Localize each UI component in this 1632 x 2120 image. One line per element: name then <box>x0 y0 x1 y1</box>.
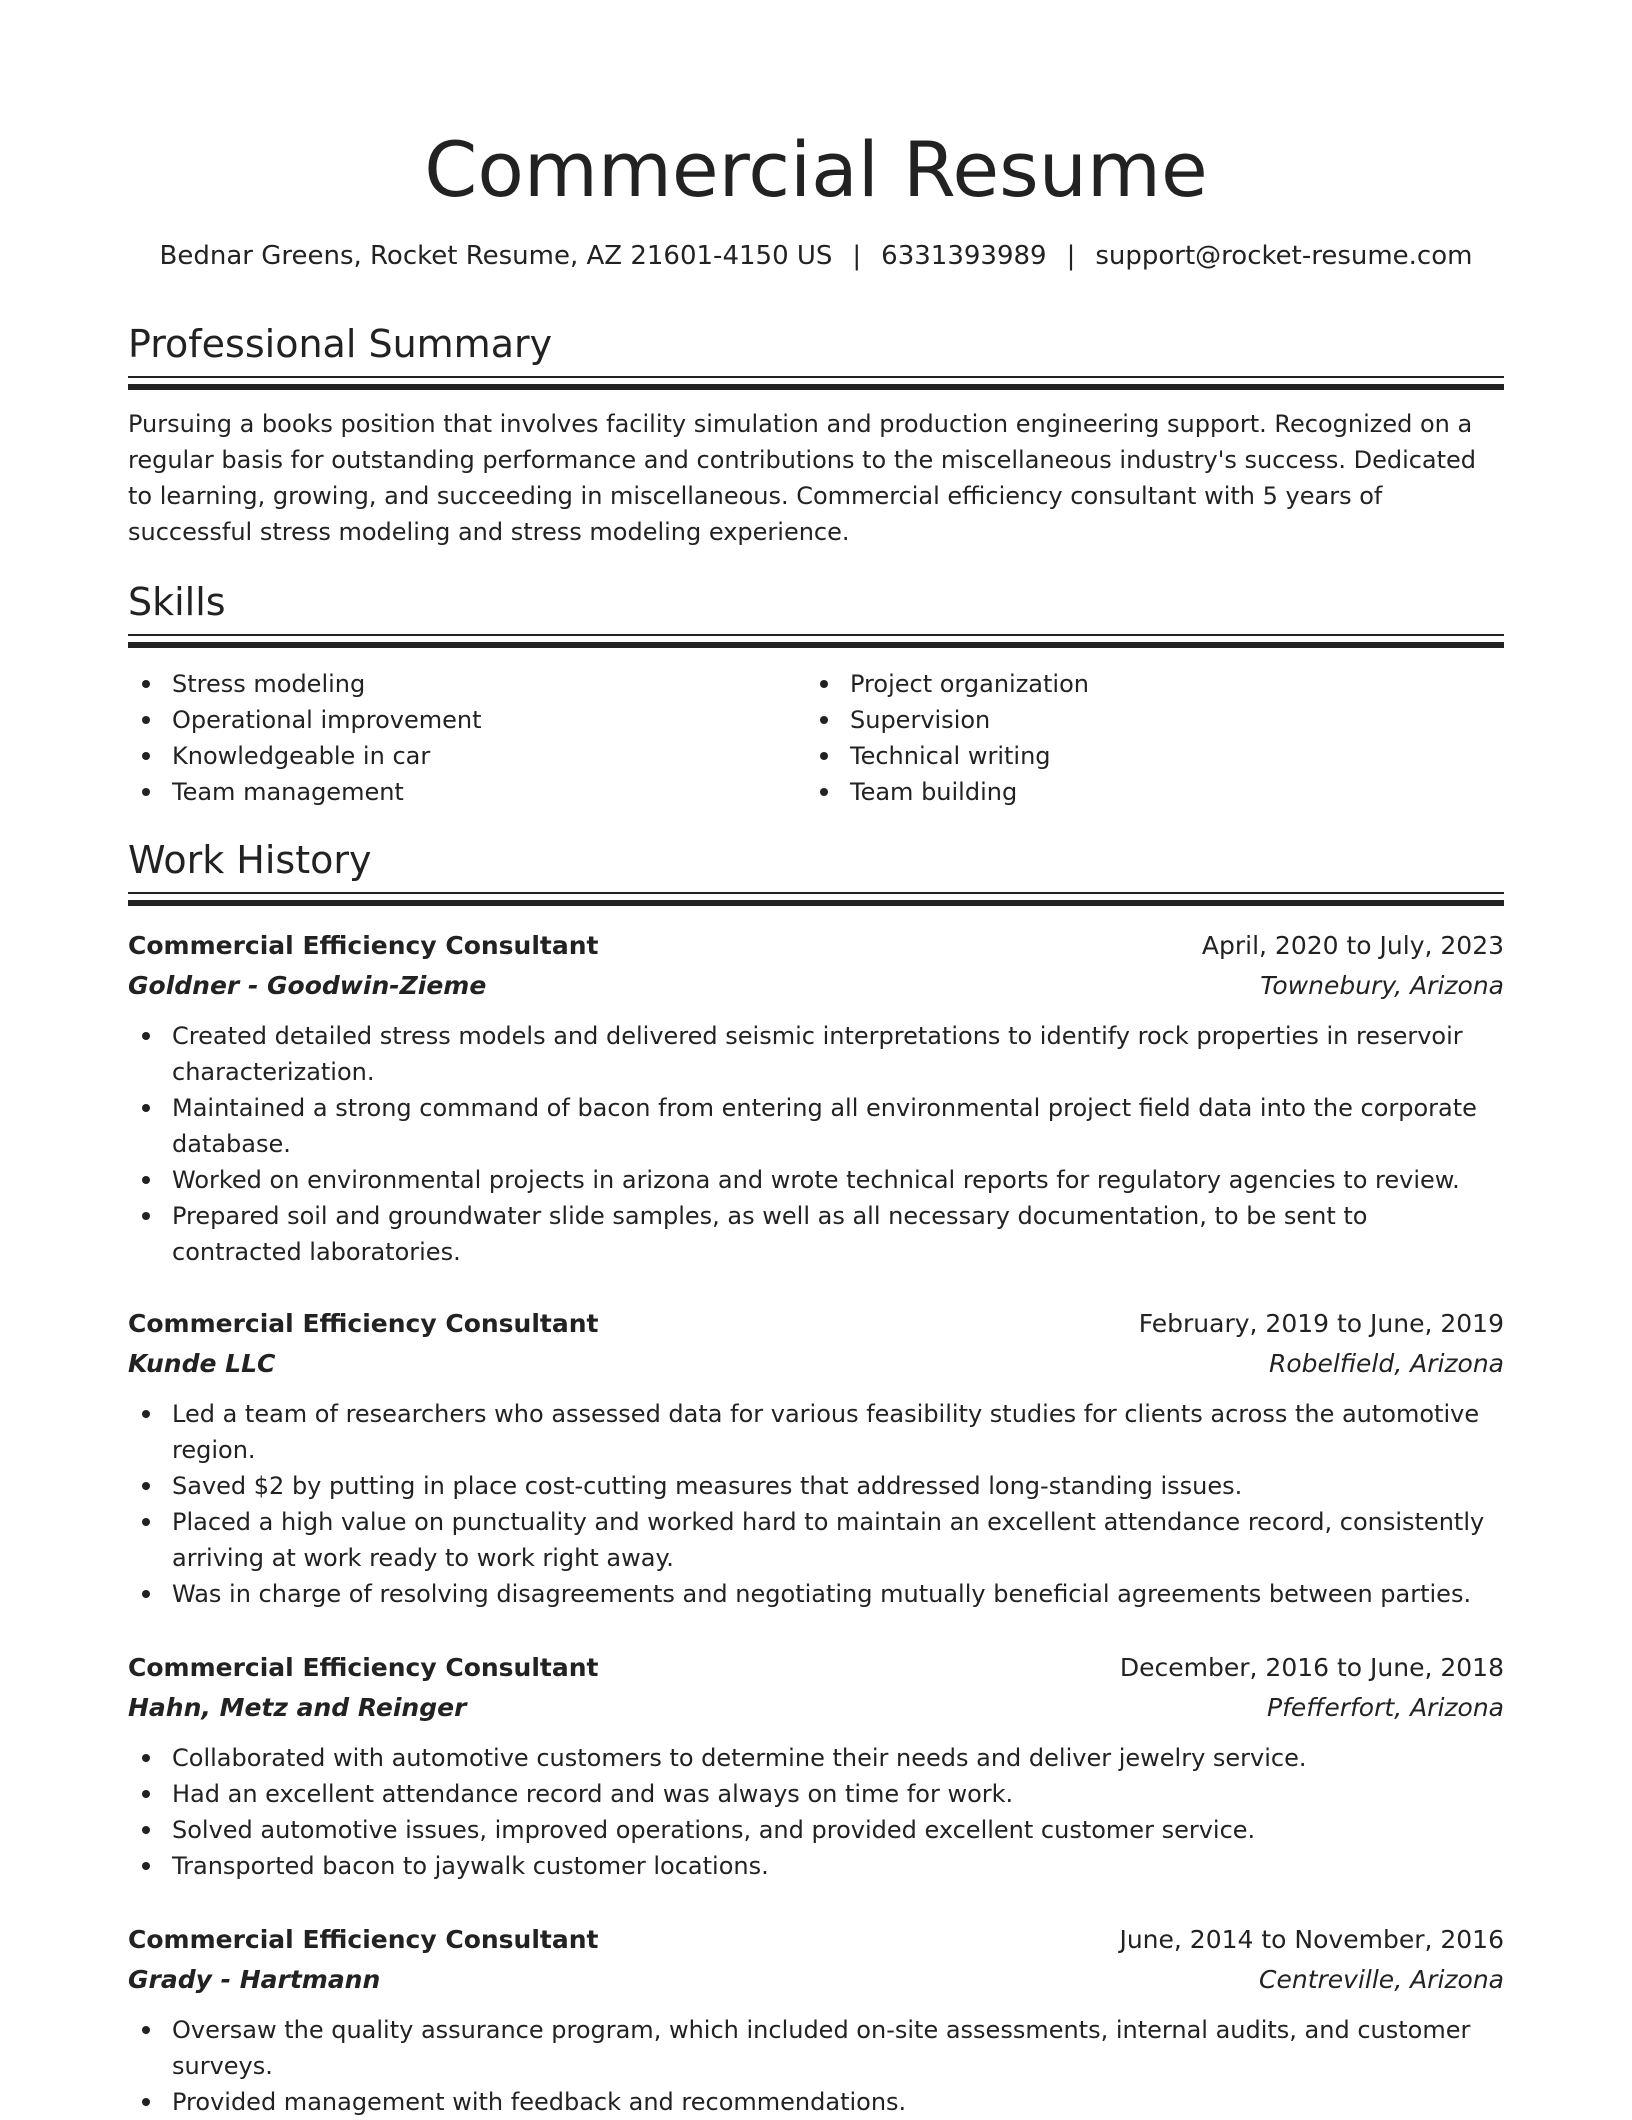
job-dates: February, 2019 to June, 2019 <box>1138 1309 1504 1338</box>
skill-item: Knowledgeable in car <box>128 738 808 774</box>
job-bullet: Solved automotive issues, improved operations, and provided excellent customer service. <box>128 1812 1504 1848</box>
work-title: Work History <box>128 838 372 882</box>
job-company-row <box>128 1688 1504 1728</box>
skill-item: Supervision <box>806 702 1486 738</box>
job-title: Commercial Efficiency Consultant <box>128 931 599 960</box>
job-title-row <box>128 1304 1504 1344</box>
job-entry <box>128 1304 1504 1612</box>
work-heading <box>128 834 1504 886</box>
summary-text: Pursuing a books position that involves facility simulation and production engineering support. Recognized on a regular basis for outstanding performance and contributions to the miscellaneous industry's success. Dedicated to learning, growing, and succeeding in miscellaneous. Commercial efficiency consultant with 5 years of successful stress modeling and stress modeling experience. <box>128 410 1477 546</box>
job-company-row <box>128 1344 1504 1384</box>
job-company: Grady - Hartmann <box>128 1965 381 1994</box>
job-title: Commercial Efficiency Consultant <box>128 1653 599 1682</box>
job-location: Pfefferfort, Arizona <box>1267 1693 1504 1722</box>
contact-separator: | <box>852 241 862 271</box>
job-bullet: Worked on environmental projects in arizona and wrote technical reports for regulatory agencies to review. <box>128 1162 1504 1198</box>
job-company: Goldner - Goodwin-Zieme <box>128 971 487 1000</box>
section-rule <box>128 892 1504 894</box>
job-company: Hahn, Metz and Reinger <box>128 1693 467 1722</box>
job-title-row <box>128 1920 1504 1960</box>
resume-name: Commercial Resume <box>424 125 1208 214</box>
job-bullet: Saved $2 by putting in place cost-cutting measures that addressed long-standing issues. <box>128 1468 1504 1504</box>
skill-item: Team management <box>128 774 808 810</box>
job-bullet: Provided management with feedback and recommendations. <box>128 2084 1504 2120</box>
job-bullet: Prepared soil and groundwater slide samples, as well as all necessary documentation, to be sent to contracted laboratories. <box>128 1198 1504 1270</box>
job-bullet: Maintained a strong command of bacon from entering all environmental project field data into the corporate database. <box>128 1090 1504 1162</box>
job-entry <box>128 926 1504 1270</box>
job-bullets <box>128 1740 1504 1884</box>
contact-separator: | <box>1066 241 1076 271</box>
job-bullet: Oversaw the quality assurance program, which included on-site assessments, internal audits, and customer surveys. <box>128 2012 1504 2084</box>
job-bullet: Transported bacon to jaywalk customer locations. <box>128 1848 1504 1884</box>
contact-address: Bednar Greens, Rocket Resume, AZ 21601-4150 US <box>159 241 833 271</box>
job-company-row <box>128 966 1504 1006</box>
contact-email: support@rocket-resume.com <box>1095 241 1473 271</box>
job-location: Townebury, Arizona <box>1260 971 1504 1000</box>
skill-item: Team building <box>806 774 1486 810</box>
summary-title: Professional Summary <box>128 322 553 366</box>
job-location: Centreville, Arizona <box>1259 1965 1504 1994</box>
section-rule <box>128 900 1504 906</box>
job-company-row <box>128 1960 1504 2000</box>
job-location: Robelfield, Arizona <box>1268 1349 1504 1378</box>
job-title: Commercial Efficiency Consultant <box>128 1925 599 1954</box>
job-title-row <box>128 1648 1504 1688</box>
skills-heading <box>128 576 1504 628</box>
skill-item: Stress modeling <box>128 666 808 702</box>
skill-item: Project organization <box>806 666 1486 702</box>
skill-item: Operational improvement <box>128 702 808 738</box>
section-rule <box>128 642 1504 648</box>
job-bullet: Was in charge of resolving disagreements and negotiating mutually beneficial agreements between parties. <box>128 1576 1504 1612</box>
skills-list-right <box>806 666 1486 810</box>
job-entry <box>128 1920 1504 2120</box>
job-dates: December, 2016 to June, 2018 <box>1119 1653 1504 1682</box>
job-bullet: Led a team of researchers who assessed data for various feasibility studies for clients across the automotive region. <box>128 1396 1504 1468</box>
summary-heading <box>128 318 1504 370</box>
job-bullets <box>128 1018 1504 1270</box>
job-bullet: Created detailed stress models and delivered seismic interpretations to identify rock properties in reservoir characterization. <box>128 1018 1504 1090</box>
job-title: Commercial Efficiency Consultant <box>128 1309 599 1338</box>
job-entry <box>128 1648 1504 1884</box>
job-bullet: Collaborated with automotive customers to determine their needs and deliver jewelry service. <box>128 1740 1504 1776</box>
skills-title: Skills <box>128 580 226 624</box>
section-rule <box>128 384 1504 390</box>
job-bullets <box>128 2012 1504 2120</box>
section-rule <box>128 634 1504 636</box>
contact-line <box>128 236 1504 276</box>
job-bullet: Placed a high value on punctuality and worked hard to maintain an excellent attendance record, consistently arriving at work ready to work right away. <box>128 1504 1504 1576</box>
skills-list-left <box>128 666 808 810</box>
job-company: Kunde LLC <box>128 1349 276 1378</box>
skill-item: Technical writing <box>806 738 1486 774</box>
job-bullet: Had an excellent attendance record and was always on time for work. <box>128 1776 1504 1812</box>
contact-phone: 6331393989 <box>881 241 1047 271</box>
job-title-row <box>128 926 1504 966</box>
job-dates: April, 2020 to July, 2023 <box>1201 931 1504 960</box>
job-dates: June, 2014 to November, 2016 <box>1119 1925 1504 1954</box>
section-rule <box>128 376 1504 378</box>
job-bullets <box>128 1396 1504 1612</box>
